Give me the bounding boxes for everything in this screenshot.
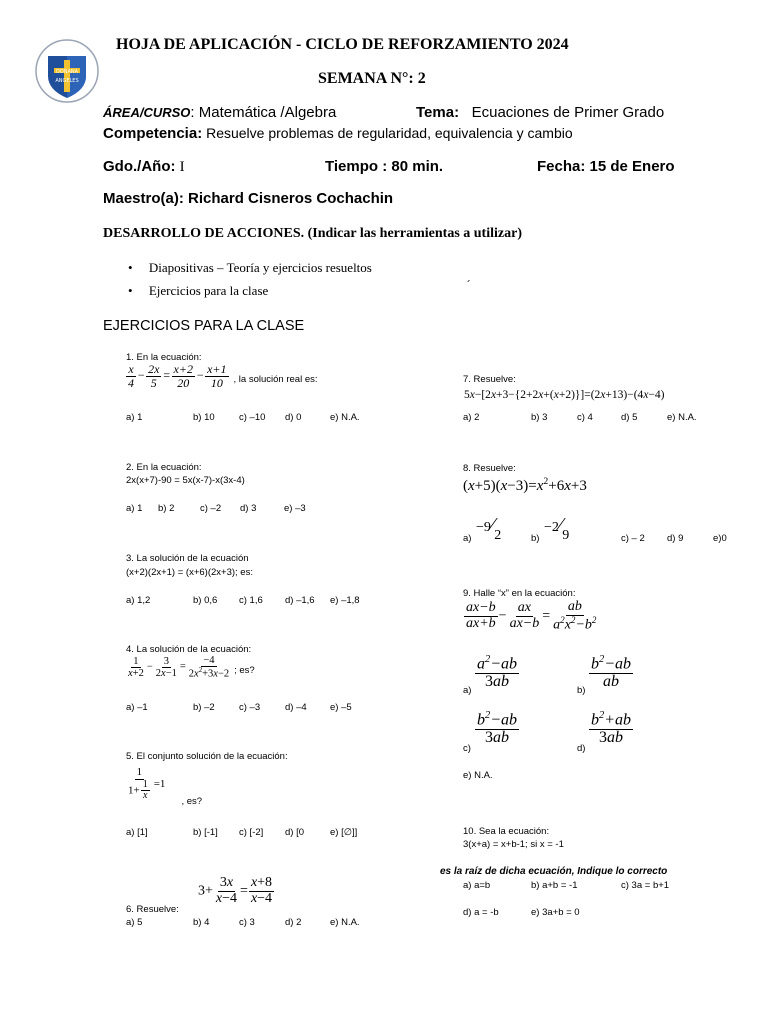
exercise-4-label: 4. La solución de la ecuación: <box>126 644 252 655</box>
fecha-label: Fecha: 15 de Enero <box>537 158 675 175</box>
exercise-9-option-b-value: $\frac{b^2-ab}{ab}$ <box>591 654 631 691</box>
exercise-7-option[interactable]: d) 5 <box>621 412 638 423</box>
area-value: : Matemática /Algebra <box>190 104 337 121</box>
desarrollo-item-label: Diapositivas – Teoría y ejercicios resueltos <box>148 260 372 275</box>
exercise-10-option[interactable]: c) 3a = b+1 <box>621 880 670 891</box>
exercise-4-option[interactable]: b) –2 <box>193 702 215 713</box>
exercise-9-equation: $\frac{ax-b}{ax+b}$ − $\frac{ax}{ax-b}$ = $\frac{ab}{a^2x^2-b^2}$ <box>466 599 597 633</box>
exercise-9-option[interactable]: b) <box>577 685 586 696</box>
exercise-9-option[interactable]: d) <box>577 743 586 754</box>
school-logo <box>34 38 100 104</box>
exercise-4-tail: ; es? <box>234 664 255 676</box>
exercise-1-label: 1. En la ecuación: <box>126 352 202 363</box>
exercise-5-label: 5. El conjunto solución de la ecuación: <box>126 751 288 762</box>
exercise-5-tail: , es? <box>181 796 203 807</box>
week-label: SEMANA N°: 2 <box>318 70 426 87</box>
exercise-10-option[interactable]: b) a+b = -1 <box>531 880 578 891</box>
exercise-2-option[interactable]: a) 1 <box>126 503 143 514</box>
exercise-2-label: 2. En la ecuación: <box>126 462 202 473</box>
exercise-6-option[interactable]: c) 3 <box>239 917 255 928</box>
exercise-8-option[interactable]: d) 9 <box>667 533 684 544</box>
exercise-4-option[interactable]: a) –1 <box>126 702 148 713</box>
exercise-6-equation: 3+ $\frac{3x}{x-4}$ = $\frac{x+8}{x-4}$ <box>198 875 273 906</box>
exercise-9-option[interactable]: c) <box>463 743 471 754</box>
exercise-5-option[interactable]: c) [-2] <box>239 827 264 838</box>
exercise-7-equation: 5x−[2x+3−{2+2x+(x+2)}]=(2x+13)−(4x−4) <box>464 389 665 401</box>
exercise-10-option[interactable]: a) a=b <box>463 880 491 891</box>
exercise-1-equation: $\frac{x}{4}$ − $\frac{2x}{5}$ = $\frac{x+2}{20}$ − $\frac{x+1}{10}$ , la solución real es: <box>128 362 318 390</box>
exercise-5-option[interactable]: e) [∅]] <box>330 827 358 838</box>
tiempo-label: Tiempo : 80 min. <box>325 158 444 175</box>
exercise-3-label: 3. La solución de la ecuación <box>126 553 249 564</box>
competencia-value: Resuelve problemas de regularidad, equivalencia y cambio <box>206 125 573 141</box>
exercise-9-option-d-value: $\frac{b^2+ab}{3ab}$ <box>591 710 631 747</box>
page-title: HOJA DE APLICACIÓN - CICLO DE REFORZAMIENTO 2024 <box>116 36 569 53</box>
exercise-8-option-a-value: −9⁄2 <box>476 514 502 543</box>
exercise-1-option[interactable]: d) 0 <box>285 412 302 423</box>
exercise-2-equation: 2x(x+7)-90 = 5x(x-7)-x(3x-4) <box>126 475 245 486</box>
exercise-8-option[interactable]: e)0 <box>713 533 727 544</box>
stray-mark: ´ <box>467 278 471 292</box>
exercise-9-option-a-value: $\frac{a^2-ab}{3ab}$ <box>477 654 517 691</box>
exercise-6-option[interactable]: d) 2 <box>285 917 302 928</box>
exercise-5-option[interactable]: a) [1] <box>126 827 148 838</box>
exercise-9-option[interactable]: a) <box>463 685 472 696</box>
exercise-3-option[interactable]: b) 0,6 <box>193 595 218 606</box>
exercise-2-option[interactable]: d) 3 <box>240 503 257 514</box>
exercise-8-equation: $(x+5)(x-3)=x^2+6x+3$ <box>463 476 587 494</box>
exercise-4-option[interactable]: d) –4 <box>285 702 307 713</box>
exercise-5-option[interactable]: d) [0 <box>285 827 305 838</box>
exercise-6-option[interactable]: a) 5 <box>126 917 143 928</box>
desarrollo-heading: DESARROLLO DE ACCIONES. (Indicar las herramientas a utilizar) <box>103 226 522 241</box>
exercise-1-option[interactable]: b) 10 <box>193 412 215 423</box>
exercise-4-equation: $\frac{1}{x+2}$ − $\frac{3}{2x-1}$ = $\frac{-4}{2x^2+3x-2}$ ; es? <box>128 655 255 680</box>
exercise-7-option[interactable]: a) 2 <box>463 412 480 423</box>
exercise-5-option[interactable]: b) [-1] <box>193 827 218 838</box>
exercise-7-option[interactable]: c) 4 <box>577 412 593 423</box>
exercise-6-label: 6. Resuelve: <box>126 904 179 915</box>
desarrollo-item: • Diapositivas – Teoría y ejercicios resueltos <box>128 260 372 275</box>
exercise-3-option[interactable]: d) –1,6 <box>285 595 315 606</box>
exercise-5-equation: 1 1+ $\frac{1}{x}$ =1 , es? <box>128 766 203 807</box>
exercise-6-option[interactable]: b) 4 <box>193 917 210 928</box>
exercise-8-option[interactable]: a) <box>463 533 472 544</box>
exercise-10-note: es la raíz de dicha ecuación, Indique lo correcto <box>440 866 668 877</box>
exercise-8-option[interactable]: c) – 2 <box>621 533 645 544</box>
competencia-row <box>103 125 573 142</box>
exercise-7-option[interactable]: b) 3 <box>531 412 548 423</box>
exercise-2-option[interactable]: c) –2 <box>200 503 222 514</box>
exercise-10-equation: 3(x+a) = x+b-1; si x = -1 <box>463 839 564 850</box>
exercise-8-option-b-value: −2⁄9 <box>544 514 570 543</box>
exercise-1-option[interactable]: a) 1 <box>126 412 143 423</box>
exercise-7-label: 7. Resuelve: <box>463 374 516 385</box>
svg-text:DOÑANA: DOÑANA <box>55 69 79 75</box>
exercise-9-option-c-value: $\frac{b^2-ab}{3ab}$ <box>477 710 517 747</box>
exercise-3-option[interactable]: e) –1,8 <box>330 595 360 606</box>
exercise-1-tail: , la solución real es: <box>233 373 318 385</box>
exercise-4-option[interactable]: e) –5 <box>330 702 352 713</box>
area-row <box>103 104 336 121</box>
grado-label: Gdo./Año: <box>103 158 176 175</box>
svg-text:ANGELES: ANGELES <box>55 78 79 84</box>
exercise-9-label: 9. Halle “x” en la ecuación: <box>463 588 576 599</box>
exercise-3-option[interactable]: a) 1,2 <box>126 595 151 606</box>
exercise-10-label: 10. Sea la ecuación: <box>463 826 550 837</box>
grado-row <box>103 158 185 176</box>
exercise-3-option[interactable]: c) 1,6 <box>239 595 263 606</box>
exercise-8-option[interactable]: b) <box>531 533 540 544</box>
grado-value: I <box>179 159 185 175</box>
section-title: EJERCICIOS PARA LA CLASE <box>103 318 305 334</box>
exercise-6-option[interactable]: e) N.A. <box>330 917 360 928</box>
maestro-label: Maestro(a): Richard Cisneros Cochachin <box>103 190 394 207</box>
exercise-7-option[interactable]: e) N.A. <box>667 412 697 423</box>
exercise-10-option[interactable]: d) a = -b <box>463 907 499 918</box>
exercise-2-option[interactable]: b) 2 <box>158 503 175 514</box>
tema-row <box>416 104 664 121</box>
exercise-3-equation: (x+2)(2x+1) = (x+6)(2x+3); es: <box>126 567 253 578</box>
desarrollo-item: • Ejercicios para la clase <box>128 283 269 298</box>
area-label: ÁREA/CURSO <box>103 105 191 120</box>
desarrollo-item-label: Ejercicios para la clase <box>148 283 269 298</box>
exercise-1-option[interactable]: c) –10 <box>239 412 266 423</box>
tema-value: Ecuaciones de Primer Grado <box>471 104 665 121</box>
exercise-9-option[interactable]: e) N.A. <box>463 770 493 781</box>
exercise-10-option[interactable]: e) 3a+b = 0 <box>531 907 580 918</box>
exercise-1-option[interactable]: e) N.A. <box>330 412 360 423</box>
exercise-8-label: 8. Resuelve: <box>463 463 516 474</box>
tema-label: Tema: <box>416 104 460 121</box>
exercise-2-option[interactable]: e) –3 <box>284 503 306 514</box>
exercise-4-option[interactable]: c) –3 <box>239 702 261 713</box>
competencia-label: Competencia: <box>103 125 203 142</box>
